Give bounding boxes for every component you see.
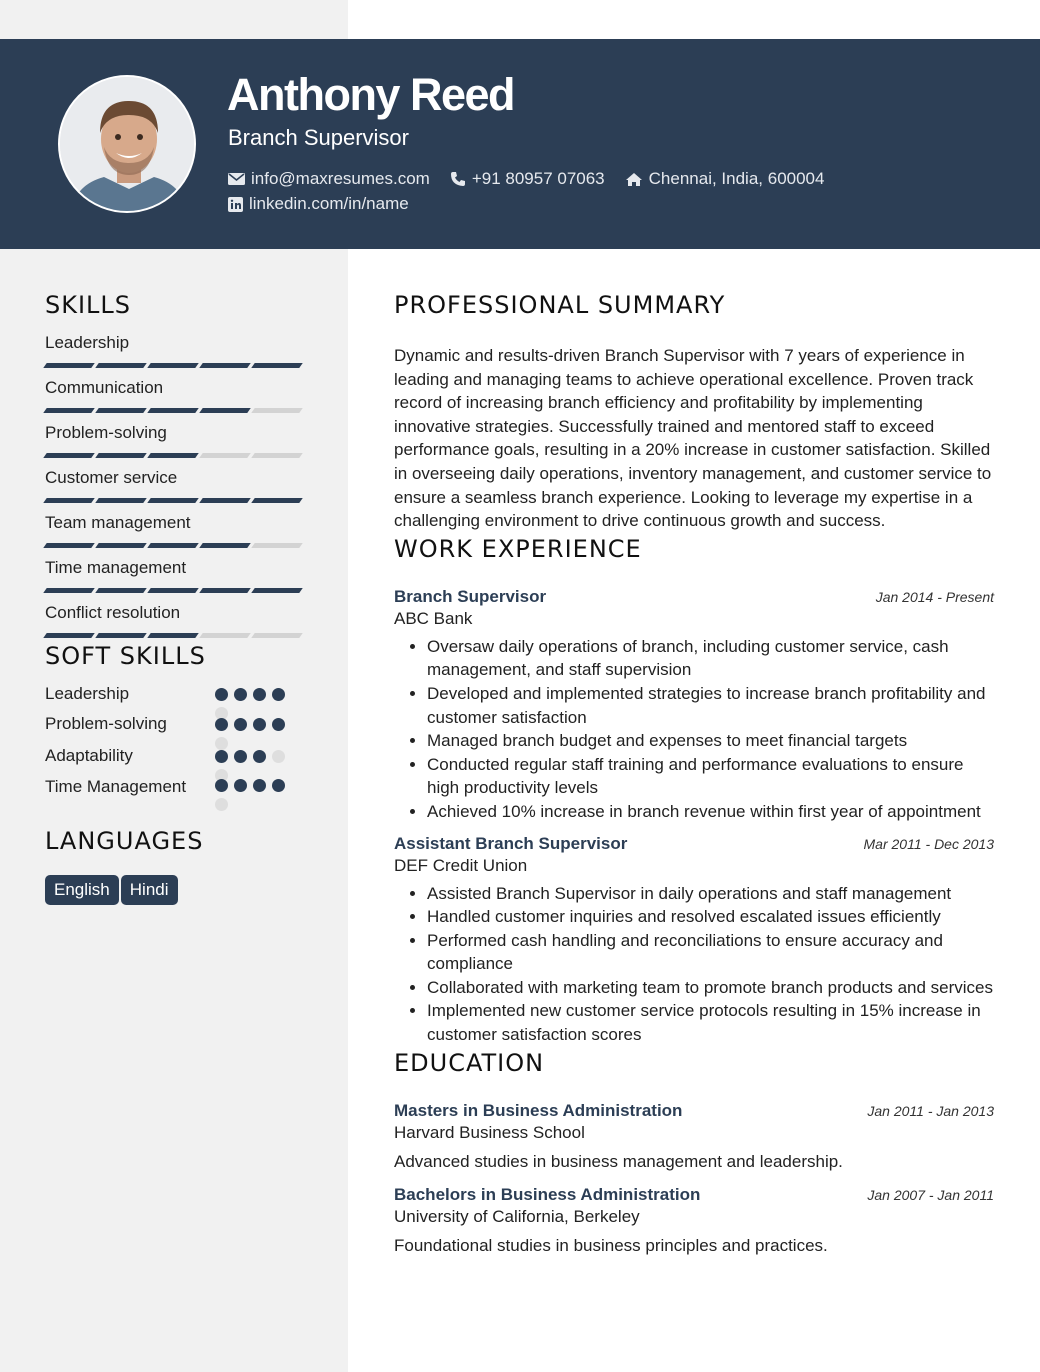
skill-item	[45, 513, 305, 548]
skill-item	[45, 378, 305, 413]
phone-text: +91 80957 07063	[471, 169, 605, 188]
rating-dot	[234, 718, 247, 731]
job-bullet: • Implemented new customer service protocols resulting in 15% increase in customer satisfaction scores	[427, 999, 994, 1046]
email-text: info@maxresumes.com	[251, 169, 430, 188]
rating-dot	[272, 779, 285, 792]
skill-item	[45, 423, 305, 458]
skill-level-segment	[251, 633, 303, 638]
languages-list	[45, 875, 305, 905]
education-list	[394, 1101, 994, 1258]
experience-heading: WORK EXPERIENCE	[394, 534, 642, 563]
rating-dot	[272, 750, 285, 763]
rating-dot	[215, 688, 228, 701]
skill-level-segment	[147, 498, 199, 503]
skill-level-segment	[251, 543, 303, 548]
soft-skill-item	[45, 684, 305, 714]
skill-level-segment	[251, 453, 303, 458]
education-date: Jan 2007 - Jan 2011	[867, 1187, 994, 1204]
languages-heading: LANGUAGES	[45, 827, 204, 855]
skill-level-segment	[147, 588, 199, 593]
linkedin-text: linkedin.com/in/name	[249, 194, 409, 213]
skill-item	[45, 333, 305, 368]
job-bullet: • Performed cash handling and reconciliations to ensure accuracy and compliance	[427, 929, 994, 976]
contact-linkedin[interactable]	[228, 194, 409, 214]
rating-dot	[234, 688, 247, 701]
skill-name: Customer service	[45, 468, 178, 487]
education-date: Jan 2011 - Jan 2013	[867, 1102, 994, 1119]
education-entry	[394, 1101, 994, 1174]
rating-dot	[272, 718, 285, 731]
skill-level-segment	[147, 363, 199, 368]
soft-skill-item	[45, 775, 305, 823]
skill-level-bars	[45, 633, 305, 638]
experience-list	[394, 587, 994, 1047]
resume-header	[0, 39, 1040, 249]
contact-info	[228, 167, 844, 217]
rating-dot	[253, 750, 266, 763]
education-degree: Masters in Business Administration	[394, 1100, 683, 1120]
soft-skill-name: Problem-solving	[45, 714, 167, 733]
candidate-title: Branch Supervisor	[228, 125, 409, 150]
education-school: University of California, Berkeley	[394, 1207, 640, 1227]
skill-level-bars	[45, 363, 305, 368]
skill-item	[45, 603, 305, 638]
job-bullets	[394, 635, 994, 824]
job-bullet: • Developed and implemented strategies to increase branch profitability and customer satisfaction	[427, 682, 994, 729]
skill-level-segment	[147, 453, 199, 458]
skill-level-segment	[95, 453, 147, 458]
education-description: Foundational studies in business principles and practices.	[394, 1236, 828, 1256]
job-bullet: • Managed branch budget and expenses to meet financial targets	[427, 729, 994, 753]
skill-level-segment	[199, 408, 251, 413]
education-entry	[394, 1185, 994, 1258]
skill-level-bars	[45, 453, 305, 458]
skill-level-segment	[199, 498, 251, 503]
job-entry	[394, 834, 994, 1047]
job-bullet: • Handled customer inquiries and resolved escalated issues efficiently	[427, 905, 994, 929]
soft-skill-rating	[215, 775, 293, 811]
skill-level-bars	[45, 498, 305, 503]
avatar	[58, 75, 196, 213]
skill-level-segment	[199, 633, 251, 638]
rating-dot	[253, 688, 266, 701]
rating-dot	[215, 798, 228, 811]
job-bullets	[394, 882, 994, 1047]
soft-skills-heading: SOFT SKILLS	[45, 642, 206, 670]
education-school: Harvard Business School	[394, 1122, 585, 1142]
candidate-name: Anthony Reed	[227, 69, 515, 120]
job-bullet: • Achieved 10% increase in branch revenue within first year of appointment	[427, 800, 994, 824]
skills-heading: SKILLS	[45, 291, 132, 319]
rating-dot	[215, 779, 228, 792]
skill-level-segment	[95, 543, 147, 548]
location-text: Chennai, India, 600004	[648, 169, 825, 188]
skill-level-segment	[43, 498, 95, 503]
job-bullet: • Conducted regular staff training and performance evaluations to ensure high productivity levels	[427, 753, 994, 800]
job-title: Assistant Branch Supervisor	[394, 833, 628, 853]
skill-level-segment	[199, 453, 251, 458]
soft-skill-name: Adaptability	[45, 746, 133, 765]
skill-item	[45, 468, 305, 503]
skill-name: Leadership	[45, 333, 130, 352]
skill-name: Time management	[45, 558, 187, 577]
envelope-icon	[228, 172, 245, 186]
summary-heading: PROFESSIONAL SUMMARY	[394, 291, 726, 319]
skill-level-segment	[43, 633, 95, 638]
rating-dot	[215, 750, 228, 763]
soft-skills-list	[45, 684, 305, 823]
linkedin-icon	[228, 197, 243, 212]
soft-skill-name: Time Management	[45, 777, 187, 796]
soft-skill-item	[45, 746, 305, 775]
skill-name: Communication	[45, 378, 164, 397]
skill-level-segment	[95, 408, 147, 413]
skill-level-segment	[95, 363, 147, 368]
job-bullet: • Assisted Branch Supervisor in daily operations and staff management	[427, 882, 994, 906]
skill-level-segment	[251, 498, 303, 503]
rating-dot	[253, 718, 266, 731]
skill-level-segment	[251, 408, 303, 413]
skill-level-segment	[199, 588, 251, 593]
education-description: Advanced studies in business management and leadership.	[394, 1151, 843, 1171]
education-degree: Bachelors in Business Administration	[394, 1185, 701, 1205]
skill-level-segment	[251, 363, 303, 368]
language-badge: English	[45, 875, 119, 905]
right-column	[394, 291, 994, 1258]
skill-level-segment	[43, 453, 95, 458]
skill-level-segment	[95, 588, 147, 593]
soft-skill-item	[45, 714, 305, 746]
rating-dot	[272, 688, 285, 701]
job-company: DEF Credit Union	[394, 855, 528, 875]
skill-level-segment	[147, 633, 199, 638]
skill-level-segment	[199, 363, 251, 368]
skill-name: Conflict resolution	[45, 603, 181, 622]
soft-skill-rating	[215, 714, 293, 750]
skill-level-bars	[45, 408, 305, 413]
contact-phone[interactable]	[450, 169, 605, 189]
contact-location	[625, 169, 825, 189]
left-column	[45, 291, 305, 905]
soft-skill-name: Leadership	[45, 684, 130, 703]
rating-dot	[253, 779, 266, 792]
skill-level-segment	[251, 588, 303, 593]
education-header	[394, 1185, 994, 1205]
skill-level-segment	[147, 543, 199, 548]
skill-level-segment	[95, 633, 147, 638]
skill-level-segment	[95, 498, 147, 503]
skill-level-segment	[43, 588, 95, 593]
skill-name: Problem-solving	[45, 423, 167, 442]
skill-level-segment	[147, 408, 199, 413]
contact-email[interactable]	[228, 169, 430, 189]
skill-level-bars	[45, 543, 305, 548]
rating-dot	[215, 718, 228, 731]
rating-dot	[234, 750, 247, 763]
job-date: Mar 2011 - Dec 2013	[863, 835, 994, 852]
job-bullet: • Oversaw daily operations of branch, including customer service, cash management, and staff supervision	[427, 635, 994, 682]
skill-item	[45, 558, 305, 593]
language-badge: Hindi	[121, 875, 178, 905]
job-bullet: • Collaborated with marketing team to promote branch products and services	[427, 976, 994, 1000]
skill-name: Team management	[45, 513, 191, 532]
skills-list	[45, 333, 305, 638]
skill-level-segment	[43, 363, 95, 368]
education-heading: EDUCATION	[394, 1048, 545, 1077]
job-entry	[394, 587, 994, 824]
skill-level-bars	[45, 588, 305, 593]
home-icon	[625, 172, 643, 187]
skill-level-segment	[43, 543, 95, 548]
skill-level-segment	[199, 543, 251, 548]
job-header	[394, 834, 994, 854]
rating-dot	[234, 779, 247, 792]
job-header	[394, 587, 994, 607]
phone-icon	[450, 171, 466, 187]
education-header	[394, 1101, 994, 1121]
job-title: Branch Supervisor	[394, 586, 547, 606]
skill-level-segment	[43, 408, 95, 413]
summary-text: Dynamic and results-driven Branch Supervisor with 7 years of experience in leading and managing teams to achieve operational excellence. Proven track record of increasing branch efficiency and profitability by implementing innovative strategies. Successfully trained and mentored staff to exceed performance goals, resulting in a 20% increase in customer satisfaction. Skilled in overseeing daily operations, inventory management, and customer service to ensure a seamless branch experience. Looking to leverage my expertise in a challenging environment to drive continuous growth and success.	[394, 346, 992, 531]
job-date: Jan 2014 - Present	[875, 588, 994, 605]
job-company: ABC Bank	[394, 608, 473, 628]
